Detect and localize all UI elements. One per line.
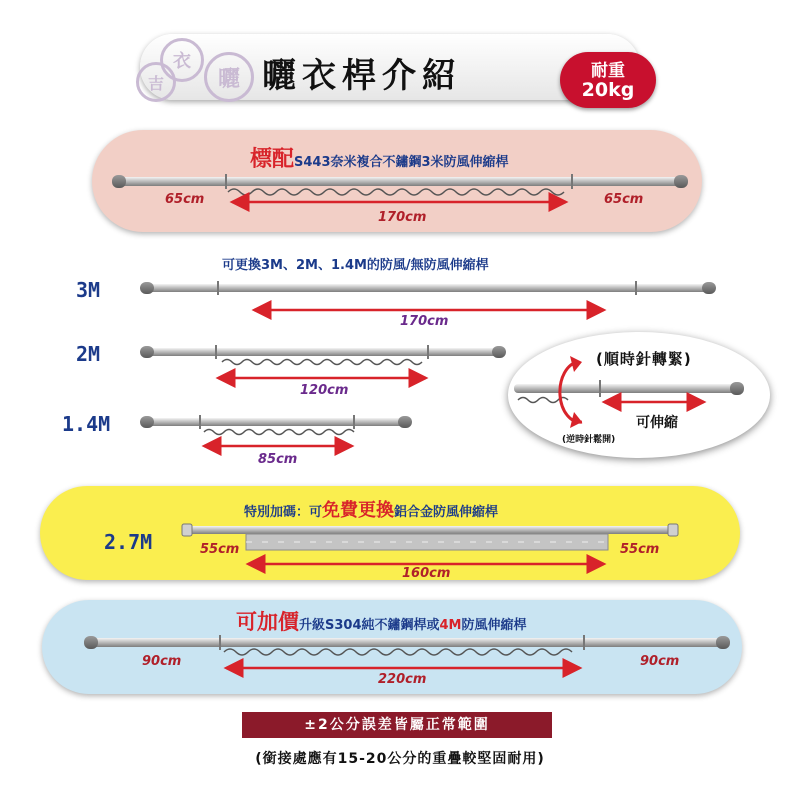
badge-label: 耐重	[591, 61, 625, 81]
size-label-2-7m: 2.7M	[104, 530, 153, 554]
upgrade-left-dim: 90cm	[142, 654, 182, 669]
standard-right-dim: 65cm	[604, 192, 644, 207]
twist-loosen-label: (逆時針鬆開)	[562, 435, 616, 445]
upgrade-desc-b: 防風伸縮桿	[461, 618, 527, 633]
special-right-dim: 55cm	[620, 542, 660, 557]
dim-3m: 170cm	[400, 314, 449, 329]
size-label-2m: 2M	[76, 342, 101, 366]
page-title: 曬衣桿介紹	[262, 56, 462, 96]
special-highlight: 免費更換	[322, 500, 395, 521]
size-label-1-4m: 1.4M	[62, 412, 111, 436]
tolerance-banner: ±2公分誤差皆屬正常範圍	[242, 712, 552, 738]
upgrade-label: 可加價	[236, 610, 299, 634]
special-prefix: 特別加碼：可	[244, 505, 323, 520]
upgrade-desc-a: 升級S304純不鏽鋼桿或	[299, 618, 440, 633]
stamp-mid-icon: 衣	[160, 38, 204, 82]
standard-mid-dim: 170cm	[378, 210, 427, 225]
standard-label: 標配	[250, 147, 295, 172]
special-left-dim: 55cm	[200, 542, 240, 557]
badge-value: 20kg	[581, 79, 635, 101]
standard-desc: S443奈米複合不鏽鋼3米防風伸縮桿	[294, 155, 509, 170]
dim-1-4m: 85cm	[258, 452, 298, 467]
special-suffix: 鋁合金防風伸縮桿	[394, 505, 499, 520]
size-label-3m: 3M	[76, 278, 101, 302]
upgrade-desc-highlight: 4M	[439, 618, 462, 633]
stamp-right-icon: 曬	[204, 52, 254, 102]
twist-extend-label: 可伸縮	[636, 415, 678, 431]
upgrade-mid-dim: 220cm	[378, 672, 427, 687]
overlap-note: (銜接處應有15-20公分的重疊較堅固耐用)	[255, 751, 545, 767]
upgrade-right-dim: 90cm	[640, 654, 680, 669]
standard-left-dim: 65cm	[165, 192, 205, 207]
twist-tighten-label: (順時針轉緊)	[596, 350, 692, 368]
special-mid-dim: 160cm	[402, 566, 451, 581]
replace-heading: 可更換3M、2M、1.4M的防風/無防風伸縮桿	[222, 258, 489, 273]
dim-2m: 120cm	[300, 383, 349, 398]
stamp-left-icon: 吉	[136, 62, 176, 102]
